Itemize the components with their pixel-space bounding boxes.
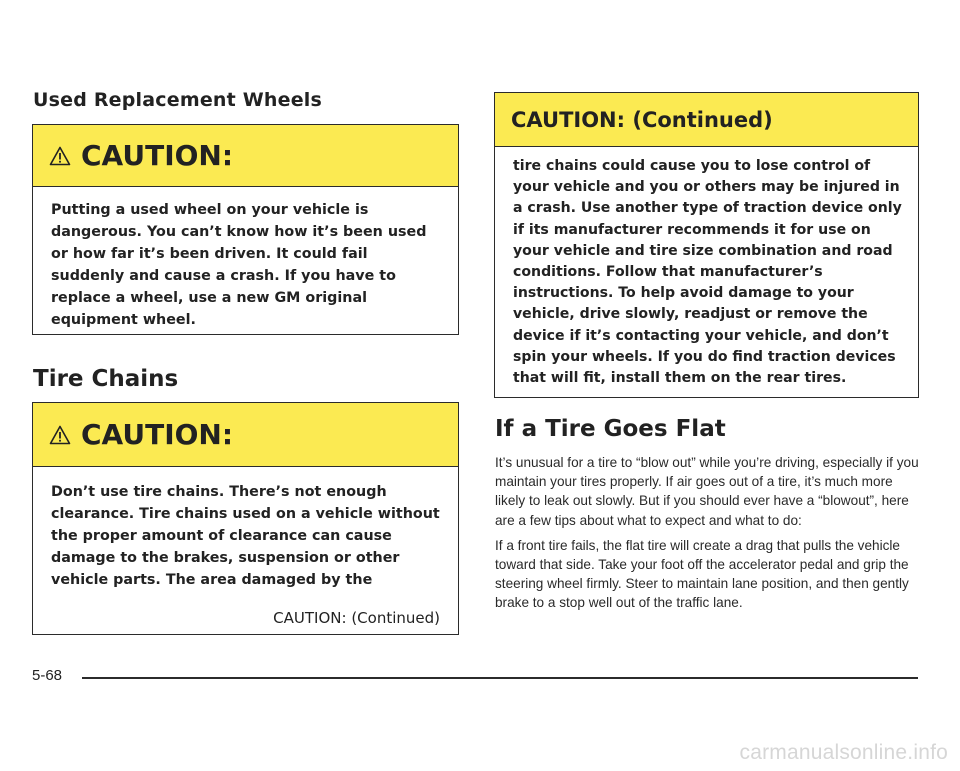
footer-rule xyxy=(82,677,918,679)
caution-box-used-wheels xyxy=(32,124,459,335)
caution-box-continued xyxy=(494,92,919,398)
watermark: carmanualsonline.info xyxy=(739,741,948,764)
warning-triangle-icon xyxy=(49,425,71,445)
page-number: 5-68 xyxy=(32,667,63,684)
paragraph: If a front tire fails, the flat tire will create a drag that pulls the vehicle toward that side. Take your foot off the accelerator pedal and grip the steering wheel firmly. Steer to maintain lane position, and then gently brake to a stop well out of the traffic lane. xyxy=(495,537,909,611)
paragraph: It’s unusual for a tire to “blow out” while you’re driving, especially if you maintain your tires properly. If air goes out of a tire, it’s much more likely to leak out slowly. But if you should ever have a “blowout”, here are a few tips about what to expect and what to do: xyxy=(495,455,919,528)
caution-header xyxy=(33,125,458,187)
caution-text: Don’t use tire chains. There’s not enough clearance. Tire chains used on a vehicle without the proper amount of clearance can cause damage to the brakes, suspension or other vehicle parts. The area damaged by the xyxy=(51,484,440,588)
section-heading-tire-chains: Tire Chains xyxy=(33,366,179,392)
caution-box-tire-chains xyxy=(32,402,459,635)
flat-tire-body xyxy=(495,453,923,619)
caution-text: Putting a used wheel on your vehicle is dangerous. You can’t know how it’s been used or how far it’s been driven. It could fail suddenly and cause a crash. If you have to replace a wheel, use a new GM original equipment wheel. xyxy=(51,202,427,328)
caution-header xyxy=(33,403,458,467)
warning-triangle-icon xyxy=(49,146,71,166)
caution-text: tire chains could cause you to lose control of your vehicle and you or others may be injured in a crash. Use another type of traction device only if its manufacturer recommends it for use on your vehicle and tire size combination and road conditions. Follow that manufacturer’s instructions. To help avoid damage to your vehicle, drive slowly, readjust or remove the device if it’s contacting your vehicle, and don’t spin your wheels. If you do find traction devices that will fit, install them on the rear tires. xyxy=(513,158,902,387)
caution-title: CAUTION: (Continued) xyxy=(511,107,773,132)
caution-header xyxy=(495,93,918,147)
caution-continued-label: CAUTION: (Continued) xyxy=(273,609,440,627)
section-heading-flat-tire: If a Tire Goes Flat xyxy=(495,416,726,442)
caution-title: CAUTION: xyxy=(81,418,234,451)
caution-title: CAUTION: xyxy=(81,139,234,172)
section-heading-used-wheels: Used Replacement Wheels xyxy=(33,89,323,111)
